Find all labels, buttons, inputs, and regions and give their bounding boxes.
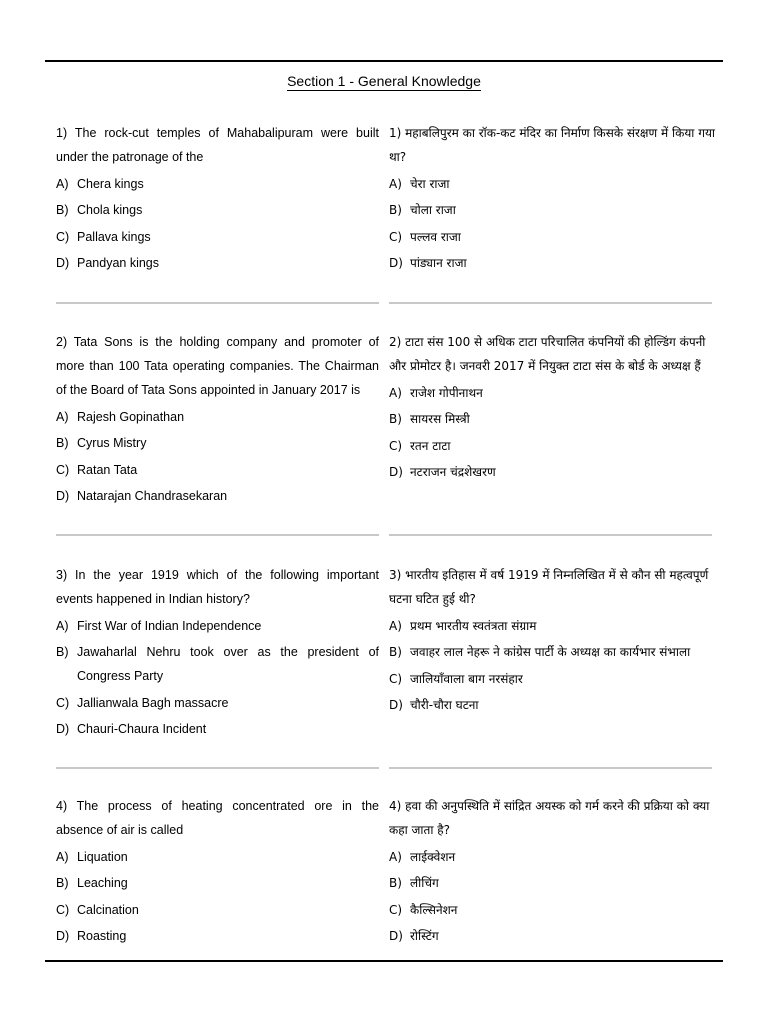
option-text: Natarajan Chandrasekaran <box>77 489 228 504</box>
option-letter: C) <box>389 438 403 453</box>
option-text: नटराजन चंद्रशेखरण <box>410 465 496 480</box>
option-letter: B) <box>56 436 69 451</box>
option-text: First War of Indian Independence <box>77 618 262 633</box>
option-c <box>56 691 379 715</box>
option-text: Chola kings <box>77 203 143 218</box>
option-letter: C) <box>389 229 403 244</box>
option-b <box>389 407 722 431</box>
option-a <box>56 845 379 869</box>
question-stem: 4) The process of heating concentrated ore in the absence of air is called <box>56 799 379 837</box>
section-title <box>0 73 768 89</box>
option-letter: A) <box>56 176 69 191</box>
separator-left <box>56 302 379 304</box>
option-text: पांड्यान राजा <box>410 256 467 271</box>
option-text: लाईक्वेशन <box>410 849 456 864</box>
option-b <box>389 198 722 222</box>
question-stem: 4) हवा की अनुपस्थिति में सांद्रित अयस्क को गर्म करने की प्रक्रिया को क्या कहा जाता है? <box>389 799 710 837</box>
option-text: चोला राजा <box>410 203 456 218</box>
option-b <box>56 198 379 222</box>
question-2-english <box>56 330 379 508</box>
question-2-hindi <box>389 330 722 484</box>
option-text: रोस्टिंग <box>410 929 439 944</box>
option-c <box>389 434 722 458</box>
option-letter: D) <box>56 929 70 944</box>
question-3-hindi <box>389 563 722 717</box>
option-d <box>389 460 722 484</box>
option-text: Cyrus Mistry <box>77 436 147 451</box>
option-text: Chera kings <box>77 176 144 191</box>
option-c <box>389 667 722 691</box>
option-text: Pandyan kings <box>77 256 160 271</box>
option-a <box>389 614 722 638</box>
question-1-hindi <box>389 121 722 275</box>
option-a <box>56 405 379 429</box>
option-b <box>56 871 379 895</box>
option-text: कैल्सिनेशन <box>410 902 458 917</box>
option-text: जवाहर लाल नेहरू ने कांग्रेस पार्टी के अध्यक्ष का कार्यभार संभाला <box>410 645 691 660</box>
option-d <box>56 717 379 741</box>
option-d <box>56 484 379 508</box>
option-text: प्रथम भारतीय स्वतंत्रता संग्राम <box>410 618 537 633</box>
option-c <box>389 225 722 249</box>
option-letter: C) <box>56 902 70 917</box>
option-text: Chauri-Chaura Incident <box>77 722 207 737</box>
separator-left <box>56 767 379 769</box>
option-letter: D) <box>56 489 70 504</box>
option-text: चेरा राजा <box>410 176 450 191</box>
option-text: जालियाँवाला बाग नरसंहार <box>410 671 523 686</box>
question-4-hindi <box>389 794 722 948</box>
option-b <box>56 431 379 455</box>
option-letter: D) <box>389 256 403 271</box>
option-c <box>389 898 722 922</box>
option-letter: A) <box>389 849 402 864</box>
option-text: Ratan Tata <box>77 462 138 477</box>
option-d <box>389 924 722 948</box>
option-letter: D) <box>389 465 403 480</box>
option-text: Pallava kings <box>77 229 151 244</box>
option-text: चौरी-चौरा घटना <box>410 698 479 713</box>
question-3-english <box>56 563 379 741</box>
question-stem: 3) In the year 1919 which of the following important events happened in Indian history? <box>56 568 379 606</box>
option-d <box>56 251 379 275</box>
option-letter: A) <box>389 385 402 400</box>
option-letter: B) <box>56 203 69 218</box>
separator-left <box>56 534 379 536</box>
question-stem: 2) Tata Sons is the holding company and promoter of more than 100 Tata operating companies. The Chairman of the Board of Tata Sons appointed in January 2017 is <box>56 335 379 397</box>
question-stem: 3) भारतीय इतिहास में वर्ष 1919 में निम्नलिखित में से कौन सी महत्वपूर्ण घटना घटित हुई थी? <box>389 568 709 606</box>
option-text: Rajesh Gopinathan <box>77 409 185 424</box>
option-letter: A) <box>56 409 69 424</box>
option-letter: A) <box>389 618 402 633</box>
option-c <box>56 225 379 249</box>
top-rule <box>45 60 723 62</box>
question-stem: 1) महाबलिपुरम का रॉक-कट मंदिर का निर्माण किसके संरक्षण में किया गया था? <box>389 126 716 164</box>
option-text: Liquation <box>77 849 128 864</box>
question-4-english <box>56 794 379 948</box>
option-letter: D) <box>56 722 70 737</box>
option-a <box>56 614 379 638</box>
option-letter: A) <box>56 849 69 864</box>
option-d <box>389 251 722 275</box>
option-letter: D) <box>389 929 403 944</box>
option-text: Jawaharlal Nehru took over as the president of Congress Party <box>77 645 379 684</box>
option-letter: B) <box>389 876 402 891</box>
section-title-text: Section 1 - General Knowledge <box>287 73 481 89</box>
option-b <box>389 640 722 664</box>
option-c <box>56 898 379 922</box>
option-d <box>389 693 722 717</box>
option-b <box>389 871 722 895</box>
separator-right <box>389 302 712 304</box>
option-letter: C) <box>56 229 70 244</box>
option-letter: B) <box>389 645 402 660</box>
option-d <box>56 924 379 948</box>
option-text: सायरस मिस्त्री <box>410 412 470 427</box>
option-letter: B) <box>56 645 69 660</box>
question-stem: 1) The rock-cut temples of Mahabalipuram were built under the patronage of the <box>56 126 379 164</box>
option-letter: D) <box>56 256 70 271</box>
bottom-rule <box>45 960 723 962</box>
option-a <box>389 381 722 405</box>
option-letter: C) <box>56 695 70 710</box>
option-text: लीचिंग <box>410 876 439 891</box>
option-a <box>389 845 722 869</box>
option-text: Leaching <box>77 876 128 891</box>
option-letter: B) <box>389 203 402 218</box>
option-text: Roasting <box>77 929 127 944</box>
option-letter: C) <box>389 902 403 917</box>
question-1-english <box>56 121 379 275</box>
option-letter: D) <box>389 698 403 713</box>
option-c <box>56 458 379 482</box>
option-text: Jallianwala Bagh massacre <box>77 695 229 710</box>
option-a <box>56 172 379 196</box>
option-letter: B) <box>56 876 69 891</box>
option-letter: A) <box>389 176 402 191</box>
option-letter: C) <box>389 671 403 686</box>
option-letter: B) <box>389 412 402 427</box>
question-stem: 2) टाटा संस 100 से अधिक टाटा परिचालित कंपनियों की होल्डिंग कंपनी और प्रोमोटर है। जनवरी 2017 में नियुक्त टाटा संस के बोर्ड के अध्यक्ष हैं <box>389 335 706 373</box>
option-text: पल्लव राजा <box>410 229 461 244</box>
separator-right <box>389 767 712 769</box>
option-text: रतन टाटा <box>410 438 451 453</box>
option-letter: A) <box>56 618 69 633</box>
option-b <box>56 640 379 688</box>
option-text: Calcination <box>77 902 139 917</box>
option-a <box>389 172 722 196</box>
separator-right <box>389 534 712 536</box>
option-letter: C) <box>56 462 70 477</box>
option-text: राजेश गोपीनाथन <box>410 385 483 400</box>
